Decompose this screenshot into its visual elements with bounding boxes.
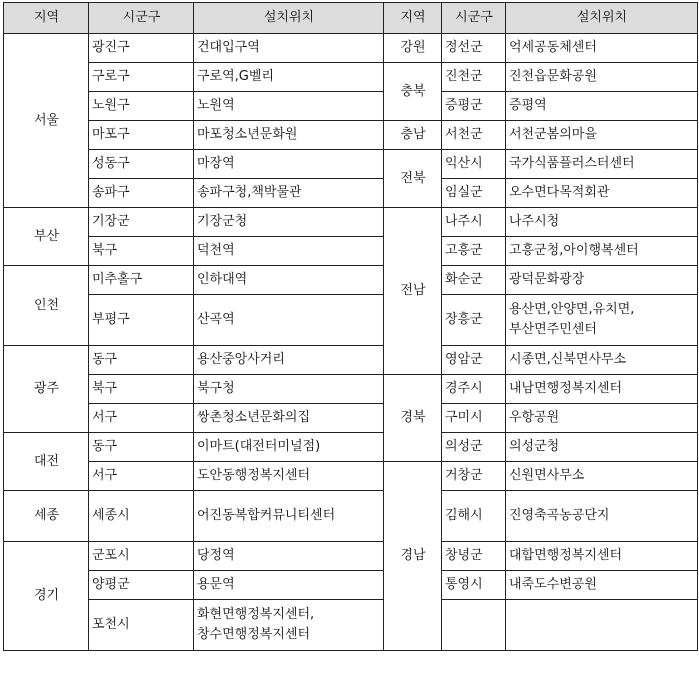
header-row [4, 3, 698, 34]
location-cell-right: 진영축곡농공단지 [506, 491, 698, 542]
table-row [4, 121, 698, 150]
header-location-right: 설치위치 [506, 3, 698, 34]
region-cell-right: 강원 [384, 34, 442, 63]
district-cell-right: 김해시 [442, 491, 506, 542]
location-cell: 마장역 [194, 150, 384, 179]
district-cell: 성동구 [89, 150, 194, 179]
district-cell-right: 화순군 [442, 266, 506, 295]
location-cell-right: 시종면,신북면사무소 [506, 346, 698, 375]
district-cell: 세종시 [89, 491, 194, 542]
location-cell: 인하대역 [194, 266, 384, 295]
location-cell: 기장군청 [194, 208, 384, 237]
header-region: 지역 [4, 3, 89, 34]
district-cell: 송파구 [89, 179, 194, 208]
table-row [4, 295, 698, 346]
region-cell-right: 충북 [384, 63, 442, 121]
location-cell: 건대입구역 [194, 34, 384, 63]
district-cell-right: 서천군 [442, 121, 506, 150]
location-cell-right: 고흥군청,아이행복센터 [506, 237, 698, 266]
district-cell: 서구 [89, 462, 194, 491]
district-cell-right: 정선군 [442, 34, 506, 63]
header-region-right: 지역 [384, 3, 442, 34]
region-cell: 경기 [4, 542, 89, 651]
location-cell: 노원역 [194, 92, 384, 121]
location-cell: 용문역 [194, 571, 384, 600]
district-cell-right: 고흥군 [442, 237, 506, 266]
table-row [4, 491, 698, 542]
table-row [4, 600, 698, 651]
table-row [4, 375, 698, 404]
district-cell: 노원구 [89, 92, 194, 121]
location-cell-right: 내죽도수변공원 [506, 571, 698, 600]
district-cell: 군포시 [89, 542, 194, 571]
table-row [4, 404, 698, 433]
district-cell: 북구 [89, 375, 194, 404]
district-cell-right: 구미시 [442, 404, 506, 433]
region-cell: 대전 [4, 433, 89, 491]
location-cell-right: 진천읍문화공원 [506, 63, 698, 92]
location-cell-right: 오수면다목적회관 [506, 179, 698, 208]
location-cell-right: 대합면행정복지센터 [506, 542, 698, 571]
header-district-right: 시군구 [442, 3, 506, 34]
region-cell: 서울 [4, 34, 89, 208]
location-cell-right: 나주시청 [506, 208, 698, 237]
header-district: 시군구 [89, 3, 194, 34]
region-cell: 인천 [4, 266, 89, 346]
table-row [4, 346, 698, 375]
header-location: 설치위치 [194, 3, 384, 34]
location-cell: 어진동복합커뮤니티센터 [194, 491, 384, 542]
table-row [4, 34, 698, 63]
district-cell: 구로구 [89, 63, 194, 92]
district-cell: 광진구 [89, 34, 194, 63]
district-cell: 서구 [89, 404, 194, 433]
table-row [4, 208, 698, 237]
district-cell: 부평구 [89, 295, 194, 346]
district-cell: 북구 [89, 237, 194, 266]
table-row [4, 179, 698, 208]
district-cell: 양평군 [89, 571, 194, 600]
location-cell-right: 우항공원 [506, 404, 698, 433]
region-cell: 부산 [4, 208, 89, 266]
location-cell-right: 국가식품플러스터센터 [506, 150, 698, 179]
region-cell-right: 전북 [384, 150, 442, 208]
installation-table [3, 2, 698, 651]
district-cell-right: 영암군 [442, 346, 506, 375]
location-cell: 덕천역 [194, 237, 384, 266]
district-cell: 동구 [89, 433, 194, 462]
location-cell: 도안동행정복지센터 [194, 462, 384, 491]
location-cell-right: 억세공동체센터 [506, 34, 698, 63]
district-cell-right: 장흥군 [442, 295, 506, 346]
location-cell: 화현면행정복지센터,창수면행정복지센터 [194, 600, 384, 651]
district-cell: 미추홀구 [89, 266, 194, 295]
location-cell-right [506, 600, 698, 651]
location-cell-right: 광덕문화광장 [506, 266, 698, 295]
district-cell-right: 나주시 [442, 208, 506, 237]
location-cell: 마포청소년문화원 [194, 121, 384, 150]
district-cell-right: 임실군 [442, 179, 506, 208]
location-cell-right: 용산면,안양면,유치면,부산면주민센터 [506, 295, 698, 346]
location-cell-right: 내남면행정복지센터 [506, 375, 698, 404]
district-cell: 포천시 [89, 600, 194, 651]
table-row [4, 63, 698, 92]
district-cell-right: 익산시 [442, 150, 506, 179]
location-cell: 송파구청,책박물관 [194, 179, 384, 208]
table-row [4, 542, 698, 571]
location-cell: 쌍촌청소년문화의집 [194, 404, 384, 433]
region-cell-right: 충남 [384, 121, 442, 150]
table-row [4, 92, 698, 121]
district-cell-right: 경주시 [442, 375, 506, 404]
district-cell-right [442, 600, 506, 651]
region-cell-right: 전남 [384, 208, 442, 375]
district-cell: 기장군 [89, 208, 194, 237]
location-cell-right: 서천군봄의마을 [506, 121, 698, 150]
table-row [4, 150, 698, 179]
district-cell-right: 거창군 [442, 462, 506, 491]
location-cell: 산곡역 [194, 295, 384, 346]
district-cell-right: 의성군 [442, 433, 506, 462]
table-row [4, 571, 698, 600]
district-cell: 마포구 [89, 121, 194, 150]
location-cell: 이마트(대전터미널점) [194, 433, 384, 462]
location-cell-right: 증평역 [506, 92, 698, 121]
table-row [4, 462, 698, 491]
location-cell-right: 의성군청 [506, 433, 698, 462]
region-cell-right: 경남 [384, 462, 442, 651]
location-cell: 당정역 [194, 542, 384, 571]
location-cell: 용산중앙사거리 [194, 346, 384, 375]
table-row [4, 433, 698, 462]
region-cell: 광주 [4, 346, 89, 433]
location-cell: 구로역,G벨리 [194, 63, 384, 92]
district-cell-right: 증평군 [442, 92, 506, 121]
region-cell: 세종 [4, 491, 89, 542]
district-cell-right: 통영시 [442, 571, 506, 600]
district-cell-right: 창녕군 [442, 542, 506, 571]
region-cell-right: 경북 [384, 375, 442, 462]
table-row [4, 266, 698, 295]
location-cell: 북구청 [194, 375, 384, 404]
location-cell-right: 신원면사무소 [506, 462, 698, 491]
district-cell-right: 진천군 [442, 63, 506, 92]
district-cell: 동구 [89, 346, 194, 375]
table-row [4, 237, 698, 266]
